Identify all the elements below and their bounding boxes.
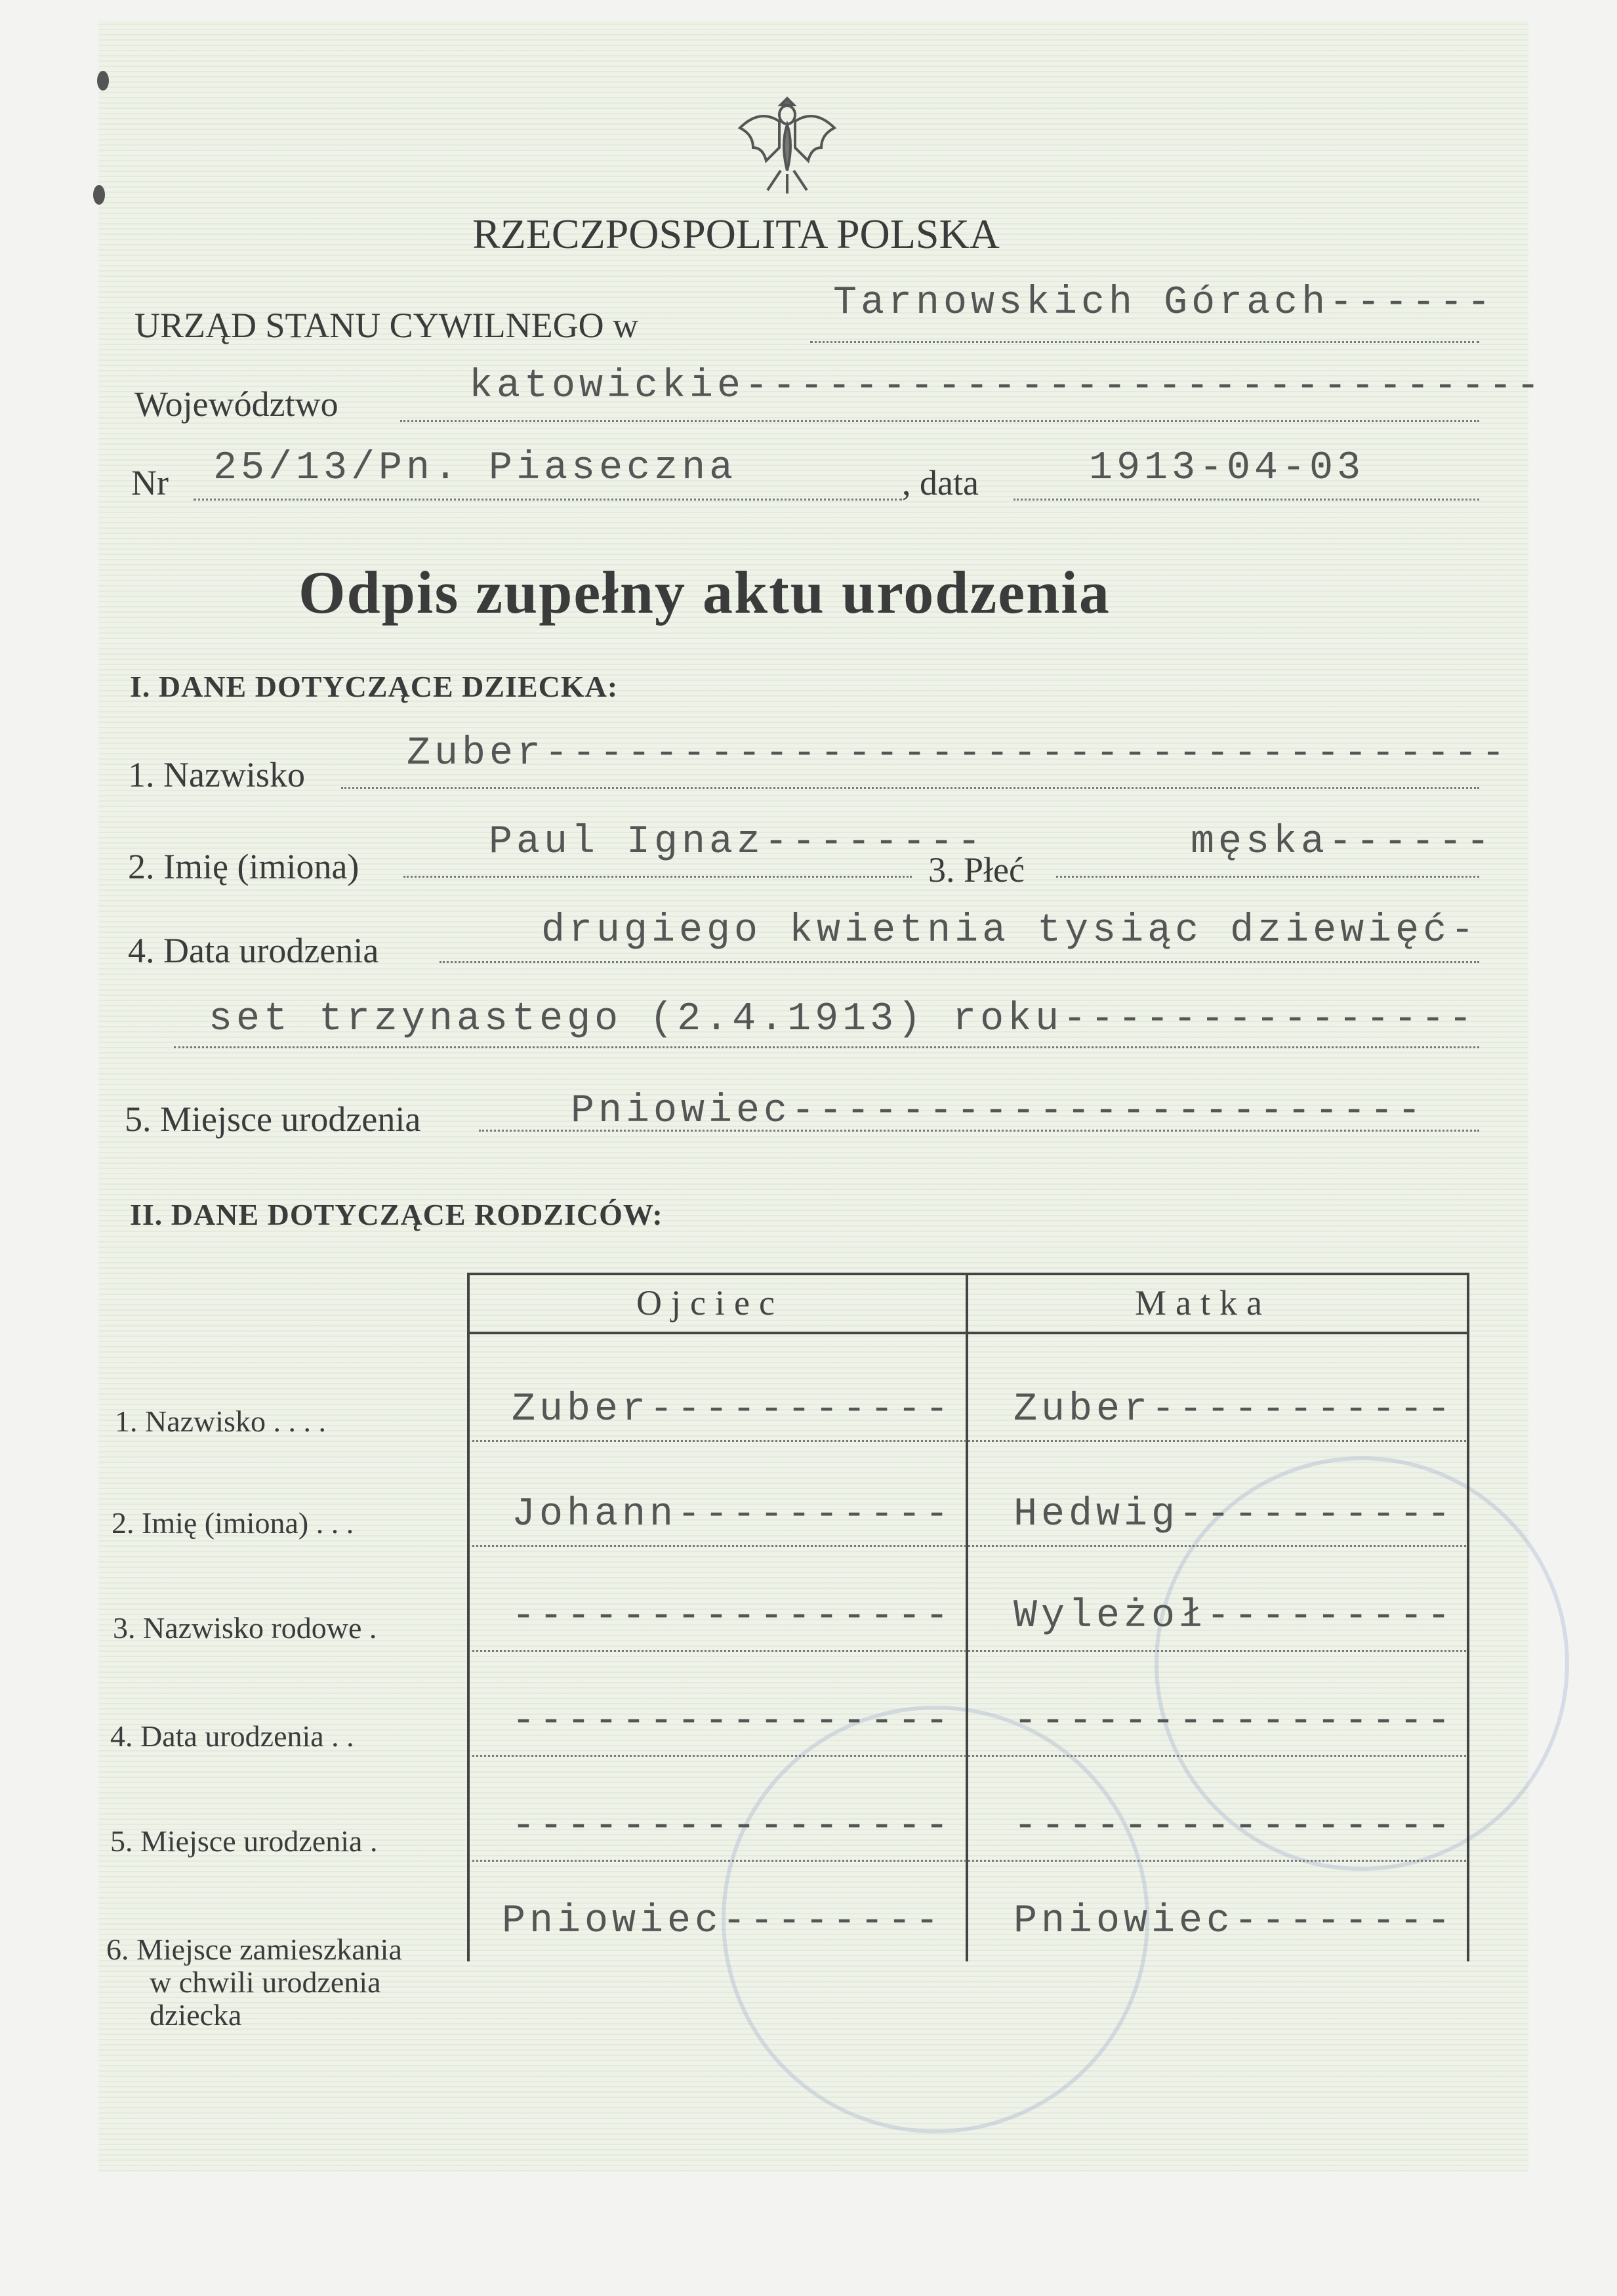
parent-row-label-cont: w chwili urodzenia xyxy=(150,1965,381,1999)
dotted-line xyxy=(1056,876,1479,878)
child-given-name-label: 2. Imię (imiona) xyxy=(128,847,359,886)
child-surname-label: 1. Nazwisko xyxy=(128,755,305,794)
dotted-line xyxy=(341,787,1479,789)
father-birthplace: ---------------- xyxy=(512,1804,953,1849)
mother-given-name: Hedwig---------- xyxy=(1013,1492,1455,1537)
office-dotted-line xyxy=(810,341,1479,343)
number-label: Nr xyxy=(131,463,169,502)
mother-maiden-name: Wyleżoł--------- xyxy=(1013,1594,1455,1639)
parent-row-label: 3. Nazwisko rodowe . xyxy=(113,1611,377,1645)
dotted-line xyxy=(472,1860,1466,1862)
parent-row-label: 5. Miejsce urodzenia . xyxy=(110,1824,378,1858)
voivodeship-label: Województwo xyxy=(134,384,338,424)
number-dotted-line xyxy=(194,499,902,501)
parent-row-label: 6. Miejsce zamieszkania xyxy=(106,1933,402,1966)
child-birthdate-value-2: set trzynastego (2.4.1913) roku--------------- xyxy=(209,997,1477,1042)
voivodeship-value: katowickie----------------------------- xyxy=(469,364,1544,409)
dotted-line xyxy=(472,1650,1466,1652)
table-border xyxy=(1467,1273,1469,1961)
child-birthplace-value: Pniowiec----------------------- xyxy=(571,1089,1425,1134)
dotted-line xyxy=(472,1545,1466,1547)
mother-birthplace: ---------------- xyxy=(1013,1804,1455,1849)
father-maiden-name: ---------------- xyxy=(512,1594,953,1639)
table-border xyxy=(966,1273,968,1961)
child-birthdate-label: 4. Data urodzenia xyxy=(128,931,379,970)
voivodeship-dotted-line xyxy=(400,420,1479,422)
parent-row-label: 1. Nazwisko . . . . xyxy=(115,1404,326,1438)
date-label: , data xyxy=(902,463,979,502)
table-border xyxy=(467,1273,1469,1275)
section-2-heading: II. DANE DOTYCZĄCE RODZICÓW: xyxy=(130,1198,663,1231)
parent-row-label: 4. Data urodzenia . . xyxy=(110,1719,354,1753)
father-column-header: Ojciec xyxy=(636,1283,784,1322)
child-surname-value: Zuber----------------------------------- xyxy=(407,731,1509,776)
mother-birthdate: ---------------- xyxy=(1013,1699,1455,1744)
dotted-line xyxy=(403,876,912,878)
child-sex-label: 3. Płeć xyxy=(928,850,1025,890)
mother-surname: Zuber----------- xyxy=(1013,1387,1455,1432)
section-1-heading: I. DANE DOTYCZĄCE DZIECKA: xyxy=(130,670,619,703)
mother-residence: Pniowiec-------- xyxy=(1013,1899,1455,1944)
father-surname: Zuber----------- xyxy=(512,1387,953,1432)
number-value: 25/13/Pn. Piaseczna xyxy=(213,446,737,491)
document-title: Odpis zupełny aktu urodzenia xyxy=(298,559,1111,626)
parent-row-label-cont: dziecka xyxy=(150,1998,242,2032)
date-value: 1913-04-03 xyxy=(1089,446,1365,491)
child-birthplace-label: 5. Miejsce urodzenia xyxy=(125,1099,421,1139)
table-border xyxy=(467,1332,1469,1334)
dotted-line xyxy=(472,1440,1466,1442)
father-given-name: Johann---------- xyxy=(512,1492,953,1537)
punch-hole xyxy=(93,185,105,205)
table-border xyxy=(467,1273,470,1961)
father-birthdate: ---------------- xyxy=(512,1699,953,1744)
child-sex-value: męska------ xyxy=(1191,820,1494,865)
child-given-name-value: Paul Ignaz-------- xyxy=(489,820,985,865)
punch-hole xyxy=(97,71,109,91)
dotted-line xyxy=(440,961,1479,963)
country-name: RZECZPOSPOLITA POLSKA xyxy=(472,211,1000,257)
parent-row-label: 2. Imię (imiona) . . . xyxy=(112,1506,354,1540)
child-birthdate-value-1: drugiego kwietnia tysiąc dziewięć- xyxy=(541,909,1479,953)
office-label: URZĄD STANU CYWILNEGO w xyxy=(134,306,639,345)
office-value: Tarnowskich Górach------ xyxy=(833,281,1495,325)
mother-column-header: Matka xyxy=(1135,1283,1271,1322)
date-dotted-line xyxy=(1013,499,1479,501)
father-residence: Pniowiec-------- xyxy=(502,1899,943,1944)
eagle-emblem-icon xyxy=(735,85,840,197)
dotted-line xyxy=(472,1755,1466,1757)
dotted-line xyxy=(174,1046,1479,1048)
